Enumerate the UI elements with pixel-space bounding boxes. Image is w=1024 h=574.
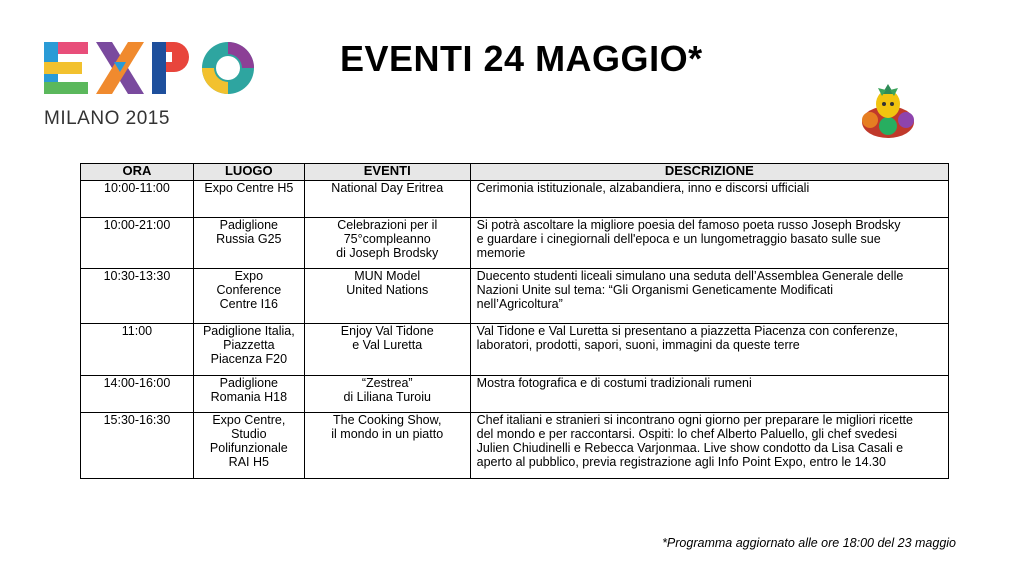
cell-luogo: Padiglione Italia, Piazzetta Piacenza F20 — [193, 324, 304, 376]
table-header-row — [81, 164, 949, 181]
cell-eventi: The Cooking Show, il mondo in un piatto — [304, 413, 470, 479]
cell-descrizione: Chef italiani e stranieri si incontrano ogni giorno per preparare le migliori ricette del mondo e per raccontarsi. Ospiti: lo chef Alberto Paluello, gli chef svedesi Julien Chiudinelli e Rebecca Varjonmaa. Live show condotto da Lisa Casali e aperto al pubblico, previa registrazione agli Info Point Expo, entro le 14.30 — [470, 413, 948, 479]
cell-luogo: Padiglione Romania H18 — [193, 376, 304, 413]
table-row — [81, 181, 949, 218]
page-title: EVENTI 24 MAGGIO* — [340, 38, 703, 79]
cell-eventi: “Zestrea” di Liliana Turoiu — [304, 376, 470, 413]
cell-ora: 10:00-21:00 — [81, 218, 194, 269]
cell-descrizione: Val Tidone e Val Luretta si presentano a piazzetta Piacenza con conferenze, laboratori, prodotti, sapori, suoni, immagini da queste terre — [470, 324, 948, 376]
cell-ora: 15:30-16:30 — [81, 413, 194, 479]
cell-eventi: Enjoy Val Tidone e Val Luretta — [304, 324, 470, 376]
footnote: *Programma aggiornato alle ore 18:00 del 23 maggio — [662, 536, 956, 550]
cell-ora: 10:00-11:00 — [81, 181, 194, 218]
cell-luogo: Expo Centre H5 — [193, 181, 304, 218]
fruit-mascot-icon — [856, 82, 920, 140]
cell-eventi: Celebrazioni per il 75°compleanno di Joseph Brodsky — [304, 218, 470, 269]
cell-descrizione: Si potrà ascoltare la migliore poesia del famoso poeta russo Joseph Brodsky e guardare i cinegiornali dell'epoca e un lungometraggio basato sulle sue memorie — [470, 218, 948, 269]
header-eventi: EVENTI — [304, 164, 470, 181]
logo-subtitle: MILANO 2015 — [44, 108, 170, 129]
table-row — [81, 324, 949, 376]
cell-descrizione: Cerimonia istituzionale, alzabandiera, inno e discorsi ufficiali — [470, 181, 948, 218]
cell-luogo: Expo Centre, Studio Polifunzionale RAI H5 — [193, 413, 304, 479]
table-row — [81, 376, 949, 413]
table-row — [81, 269, 949, 324]
cell-eventi: MUN Model United Nations — [304, 269, 470, 324]
cell-ora: 10:30-13:30 — [81, 269, 194, 324]
events-table — [80, 163, 949, 479]
cell-luogo: Expo Conference Centre I16 — [193, 269, 304, 324]
table-row — [81, 413, 949, 479]
header-ora: ORA — [81, 164, 194, 181]
expo-milano-logo — [40, 38, 264, 134]
cell-luogo: Padiglione Russia G25 — [193, 218, 304, 269]
cell-ora: 14:00-16:00 — [81, 376, 194, 413]
cell-descrizione: Duecento studenti liceali simulano una seduta dell’Assemblea Generale delle Nazioni Unite sul tema: “Gli Organismi Geneticamente Modificati nell’Agricoltura” — [470, 269, 948, 324]
cell-ora: 11:00 — [81, 324, 194, 376]
table-row — [81, 218, 949, 269]
header-luogo: LUOGO — [193, 164, 304, 181]
cell-descrizione: Mostra fotografica e di costumi tradizionali rumeni — [470, 376, 948, 413]
header-descrizione: DESCRIZIONE — [470, 164, 948, 181]
cell-eventi: National Day Eritrea — [304, 181, 470, 218]
expo-logo-icon — [40, 38, 264, 98]
